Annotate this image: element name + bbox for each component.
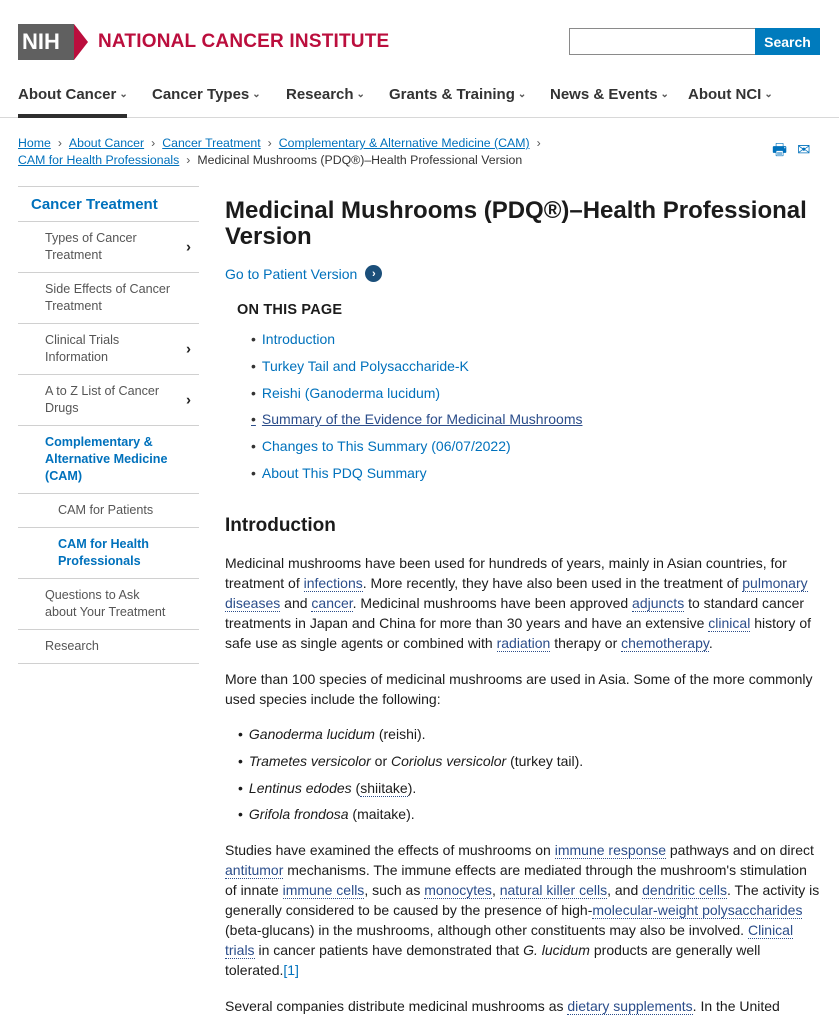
breadcrumb-cam[interactable]: Complementary & Alternative Medicine (CAM) — [278, 136, 530, 150]
nav-cancer-types[interactable]: Cancer Types ⌄ — [152, 86, 261, 103]
nci-logo[interactable] — [18, 24, 389, 60]
intro-paragraph-4: Several companies distribute medicinal mushrooms as dietary supplements. In the United — [225, 998, 780, 1015]
otp-link-reishi[interactable]: • Reishi (Ganoderma lucidum) — [251, 384, 821, 403]
glossary-link[interactable]: clinical — [708, 614, 751, 631]
main-content — [225, 198, 821, 1016]
chevron-down-icon: ⌄ — [764, 89, 773, 100]
email-icon[interactable]: ✉ — [797, 142, 811, 159]
sidebar-item-types-of-treatment[interactable]: Types of Cancer Treatment › — [18, 222, 199, 273]
page-title: Medicinal Mushrooms (PDQ®)–Health Professional Version — [225, 197, 807, 250]
glossary-link[interactable]: immune response — [554, 842, 666, 859]
otp-link-changes[interactable]: • Changes to This Summary (06/07/2022) — [251, 437, 821, 456]
nav-grants-training[interactable]: Grants & Training ⌄ — [389, 86, 527, 103]
chevron-down-icon: ⌄ — [660, 89, 669, 100]
glossary-link[interactable]: immune cells — [282, 882, 365, 899]
otp-link-summary-evidence[interactable]: • Summary of the Evidence for Medicinal Mushrooms — [251, 410, 821, 429]
nav-about-cancer[interactable]: About Cancer ⌄ — [18, 86, 128, 103]
search-input[interactable] — [569, 28, 756, 55]
glossary-link[interactable]: Clinical trials — [225, 922, 794, 959]
sidebar-item-cam[interactable]: Complementary & Alternative Medicine (CAM) — [18, 426, 199, 494]
on-this-page-title: ON THIS PAGE — [237, 302, 343, 318]
chevron-right-icon[interactable]: › — [186, 391, 191, 409]
glossary-link[interactable]: pulmonary diseases — [225, 574, 808, 611]
breadcrumb-cancer-treatment[interactable]: Cancer Treatment — [162, 136, 261, 150]
search-button[interactable]: Search — [755, 28, 820, 55]
otp-link-introduction[interactable]: • Introduction — [251, 330, 821, 349]
sidebar-item-questions[interactable]: Questions to Ask about Your Treatment — [18, 579, 199, 630]
page-tools — [772, 143, 811, 159]
chevron-right-icon[interactable]: › — [186, 238, 191, 256]
list-item: • Trametes versicolor or Coriolus versicolor (turkey tail). — [238, 752, 821, 771]
nav-active-indicator — [18, 114, 127, 118]
breadcrumb-about-cancer[interactable]: About Cancer — [68, 136, 145, 150]
nav-research[interactable]: Research ⌄ — [286, 86, 365, 103]
glossary-link[interactable]: adjuncts — [632, 594, 685, 611]
glossary-link[interactable]: dietary supplements — [567, 998, 693, 1015]
list-item: • Lentinus edodes (shiitake). — [238, 779, 821, 798]
otp-link-about-pdq[interactable]: • About This PDQ Summary — [251, 464, 821, 483]
sidebar-item-clinical-trials[interactable]: Clinical Trials Information › — [18, 324, 199, 375]
breadcrumb-cam-health-professionals[interactable]: CAM for Health Professionals — [18, 153, 180, 167]
otp-link-turkey-tail[interactable]: • Turkey Tail and Polysaccharide-K — [251, 357, 821, 376]
nih-logo-arrow — [74, 24, 88, 60]
section-nav-title[interactable]: Cancer Treatment — [18, 186, 199, 222]
chevron-down-icon: ⌄ — [119, 89, 128, 100]
nih-logo-mark: NIH — [18, 24, 74, 60]
chevron-right-icon: › — [57, 136, 62, 150]
sidebar-item-research[interactable]: Research — [18, 630, 199, 664]
patient-version-link[interactable]: Go to Patient Version › — [225, 265, 821, 282]
chevron-right-icon[interactable]: › — [186, 340, 191, 358]
glossary-link[interactable]: antitumor — [225, 862, 284, 879]
glossary-link[interactable]: cancer — [311, 594, 353, 611]
sidebar-item-a-to-z-drugs[interactable]: A to Z List of Cancer Drugs › — [18, 375, 199, 426]
species-list — [238, 725, 821, 824]
chevron-right-icon: › — [267, 136, 272, 150]
chevron-right-icon: › — [536, 136, 541, 150]
glossary-link[interactable]: chemotherapy — [621, 634, 709, 651]
list-item: • Ganoderma lucidum (reishi). — [238, 725, 821, 744]
chevron-right-icon: › — [151, 136, 156, 150]
breadcrumb-current: Medicinal Mushrooms (PDQ®)–Health Professional Version — [197, 153, 523, 167]
glossary-link[interactable]: radiation — [496, 634, 551, 651]
nav-about-nci[interactable]: About NCI ⌄ — [688, 86, 773, 103]
glossary-link[interactable]: natural killer cells — [499, 882, 608, 899]
breadcrumb — [18, 135, 578, 169]
list-item: • Grifola frondosa (maitake). — [238, 805, 821, 824]
glossary-link[interactable]: dendritic cells — [642, 882, 727, 899]
chevron-down-icon: ⌄ — [356, 89, 365, 100]
chevron-down-icon: ⌄ — [517, 89, 527, 100]
glossary-link[interactable]: shiitake — [360, 779, 408, 796]
section-heading-introduction: Introduction — [225, 514, 336, 536]
section-nav — [18, 186, 199, 664]
logo-text: NATIONAL CANCER INSTITUTE — [98, 31, 390, 52]
glossary-link[interactable]: infections — [303, 574, 363, 591]
glossary-link[interactable]: molecular-weight polysaccharides — [592, 902, 803, 919]
reference-link[interactable]: [1] — [283, 962, 299, 979]
glossary-link[interactable]: monocytes — [424, 882, 492, 899]
chevron-down-icon: ⌄ — [252, 89, 261, 100]
intro-paragraph-1: Medicinal mushrooms have been used for hundreds of years, mainly in Asian countries, for treatment of infections. More recently, they have also been used in the treatment of pulmonary diseases and cancer. Medicinal mushrooms have been approved adjuncts to standard cancer treatments in Japan and China for more than 30 years and have an extensive clinical history of safe use as single agents or combined with radiation therapy or chemotherapy. — [225, 554, 812, 651]
main-nav — [18, 86, 773, 103]
sidebar-item-cam-patients[interactable]: CAM for Patients — [18, 494, 199, 528]
sidebar-item-side-effects[interactable]: Side Effects of Cancer Treatment — [18, 273, 199, 324]
on-this-page — [237, 302, 821, 483]
breadcrumb-home[interactable]: Home — [18, 136, 51, 150]
nav-news-events[interactable]: News & Events ⌄ — [550, 86, 669, 103]
intro-paragraph-3: Studies have examined the effects of mushrooms on immune response pathways and on direct antitumor mechanisms. The immune effects are mediated through the mushroom's stimulation of innate immune cells, such as monocytes, natural killer cells, and dendritic cells. The activity is generally considered to be caused by the presence of high-molecular-weight polysaccharides (beta-glucans) in the mushrooms, although other constituents may also be involved. Clinical trials in cancer patients have demonstrated that G. lucidum products are generally well tolerated.[1] — [225, 842, 820, 979]
print-icon[interactable]: 🖶 — [772, 142, 788, 159]
intro-paragraph-2: More than 100 species of medicinal mushrooms are used in Asia. Some of the more commonly used species include the following: — [225, 670, 813, 707]
chevron-right-icon: › — [186, 153, 191, 167]
arrow-right-circle-icon[interactable]: › — [365, 265, 382, 282]
sidebar-item-cam-health-professionals[interactable]: CAM for Health Professionals — [18, 528, 199, 579]
